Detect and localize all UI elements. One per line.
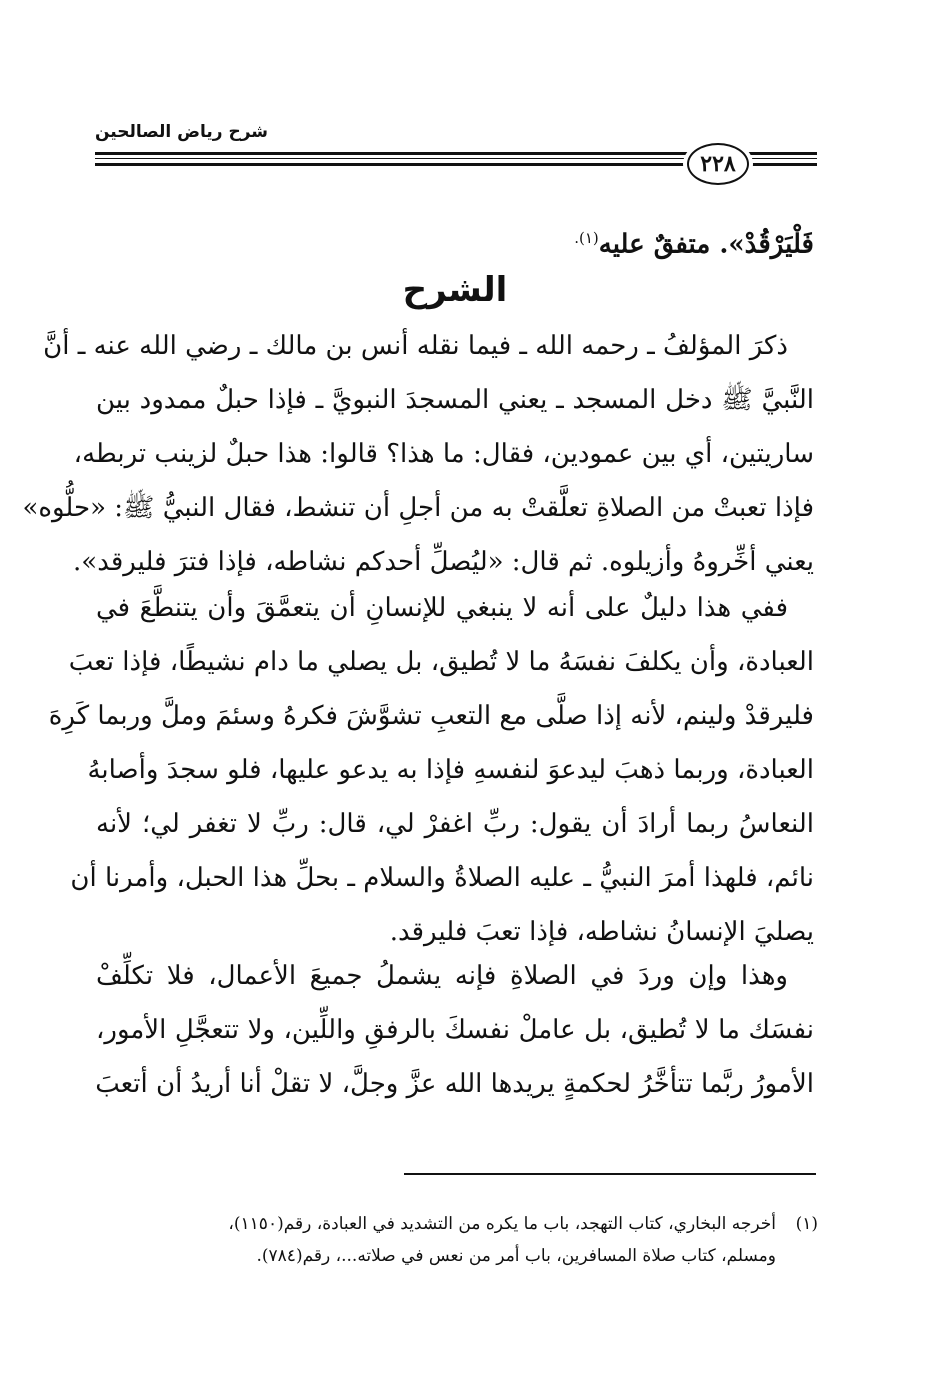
paragraph-line: العبادة، وأن يكلفَ نفسَهُ ما لا تُطيق، بل يصلي ما دام نشيطًا، فإذا تعبَ xyxy=(68,647,814,677)
paragraph-line: ذكرَ المؤلفُ ـ رحمه الله ـ فيما نقله أنس بن مالك ـ رضي الله عنه ـ أنَّ xyxy=(43,331,788,361)
paragraph-line: فإذا تعبتْ من الصلاةِ تعلَّقتْ به من أجلِ أن تنشط، فقال النبيُّ ﷺ: «حلُّوه» xyxy=(22,493,814,523)
footnote-line: أخرجه البخاري، كتاب التهجد، باب ما يكره من التشديد في العبادة، رقم(١١٥٠)، xyxy=(228,1214,776,1234)
hadith-ending: فَلْيَرْقُدْ». متفقٌ عليه xyxy=(598,229,814,260)
paragraph-line: يعني أخِّروهُ وأزيلوه. ثم قال: «ليُصلِّ أحدكم نشاطه، فإذا فترَ فليرقد». xyxy=(73,547,814,577)
paragraph-line: النعاسُ ربما أرادَ أن يقول: ربِّ اغفرْ لي، قال: ربِّ لا تغفر لي؛ لأنه xyxy=(96,809,814,839)
running-title: شرح رياض الصالحين xyxy=(95,122,269,142)
paragraph-line: ففي هذا دليلٌ على أنه لا ينبغي للإنسانِ أن يتعمَّقَ وأن يتنطَّعَ في xyxy=(96,593,788,623)
paragraph-line: الأمورُ ربَّما تتأخَّرُ لحكمةٍ يريدها الله عزَّ وجلَّ، لا تقلْ أنا أريدُ أن أتعبَ xyxy=(95,1069,814,1099)
footnote-marker: (١). xyxy=(574,229,599,247)
paragraph-line: فليرقدْ ولينم، لأنه إذا صلَّى مع التعبِ تشوَّشَ فكرهُ وسئمَ وملَّ وربما كَرِهَ xyxy=(48,701,814,731)
page-number-badge xyxy=(687,143,749,185)
page-number: ٢٢٨ xyxy=(700,151,736,177)
footnote-rule xyxy=(404,1173,816,1175)
paragraph-line: ساريتين، أي بين عمودين، فقال: ما هذا؟ قالوا: هذا حبلٌ لزينب تربطه، xyxy=(73,439,814,469)
paragraph-line: النَّبيَّ ﷺ دخل المسجد ـ يعني المسجدَ النبويَّ ـ فإذا حبلٌ ممدود بين xyxy=(96,385,814,415)
footnote-line: ومسلم، كتاب صلاة المسافرين، باب أمر من نعس في صلاته...، رقم(٧٨٤). xyxy=(256,1246,776,1266)
paragraph-line: نفسَك ما لا تُطيق، بل عاملْ نفسكَ بالرفقِ واللِّين، ولا تتعجَّلِ الأمور، xyxy=(96,1015,814,1045)
footnote-number: (١) xyxy=(795,1214,818,1234)
paragraph-line: وهذا وإن وردَ في الصلاةِ فإنه يشملُ جميعَ الأعمال، فلا تكلِّفْ xyxy=(96,961,788,991)
paragraph-line: العبادة، وربما ذهبَ ليدعوَ لنفسهِ فإذا به يدعو عليها، فلو سجدَ وأصابهُ xyxy=(87,755,814,785)
paragraph-line: يصليَ الإنسانُ نشاطه، فإذا تعبَ فليرقد. xyxy=(389,917,814,947)
section-heading: الشرح xyxy=(402,270,508,310)
paragraph-line: نائم، فلهذا أمرَ النبيُّ ـ عليه الصلاةُ والسلام ـ بحلِّ هذا الحبل، وأمرنا أن xyxy=(70,863,814,893)
footnote xyxy=(96,1208,818,1272)
